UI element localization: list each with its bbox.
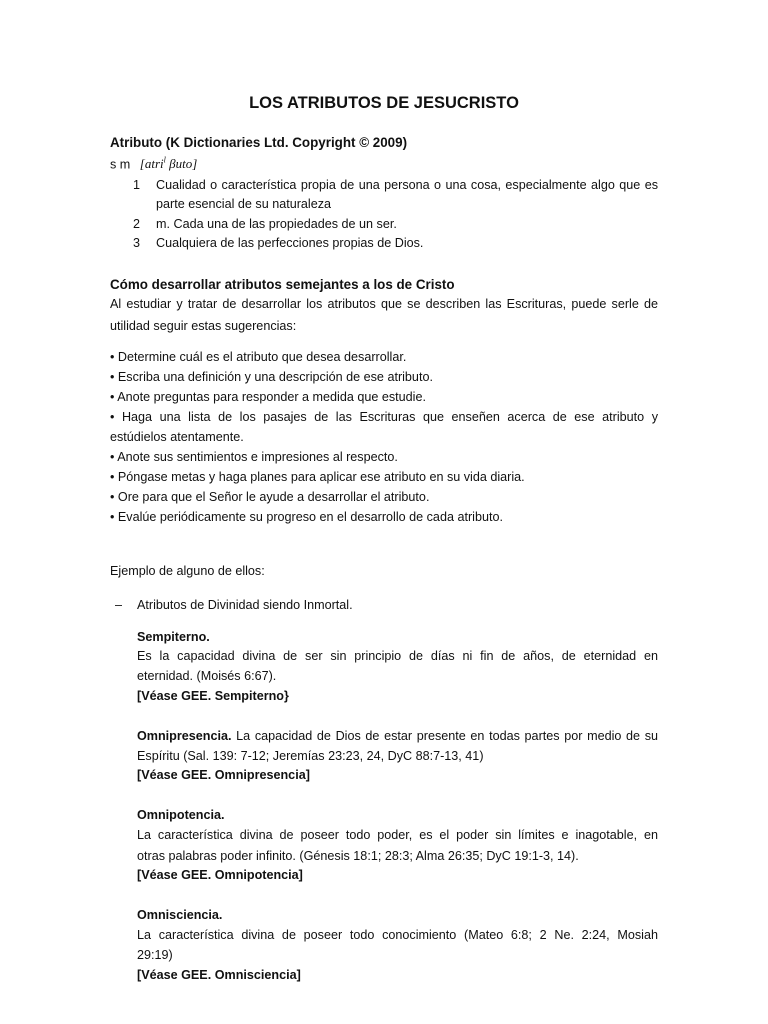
attribute-description-line: Espíritu (Sal. 139: 7-12; Jeremías 23:23, 24, DyC 88:7-13, 41) (137, 749, 484, 763)
attribute-name: Sempiterno. (137, 630, 210, 644)
attribute-description-line: La característica divina de poseer todo poder, es el poder sin límites e inagotable, en (137, 828, 658, 842)
attribute-reference: [Véase GEE. Sempiterno} (137, 689, 289, 703)
attribute-name: Omnipotencia. (137, 808, 225, 822)
grammar-label: s m (110, 157, 131, 172)
definition-grammar-line (110, 156, 197, 172)
attribute-description-line: La característica divina de poseer todo conocimiento (Mateo 6:8; 2 Ne. 2:24, Mosiah (137, 928, 658, 942)
attribute-reference: [Véase GEE. Omnipotencia] (137, 868, 303, 882)
develop-heading: Cómo desarrollar atributos semejantes a los de Cristo (110, 277, 455, 292)
suggestion-item: • Haga una lista de los pasajes de las Escrituras que enseñen acerca de ese atributo y (110, 410, 658, 424)
definition-text-line: Cualidad o característica propia de una persona o una cosa, especialmente algo que es (156, 178, 658, 192)
suggestion-item: • Escriba una definición y una descripción de ese atributo. (110, 370, 433, 384)
attribute-description-line: otras palabras poder infinito. (Génesis 18:1; 28:3; Alma 26:35; DyC 19:1-3, 14). (137, 849, 579, 863)
examples-group-title: Atributos de Divinidad siendo Inmortal. (137, 598, 353, 612)
suggestion-item: • Anote preguntas para responder a medida que estudie. (110, 390, 426, 404)
attribute-name: Omnisciencia. (137, 908, 223, 922)
dash-marker: – (115, 598, 123, 612)
develop-intro-line: utilidad seguir estas sugerencias: (110, 319, 297, 333)
definition-number: 1 (133, 178, 141, 192)
attribute-reference: [Véase GEE. Omnisciencia] (137, 968, 301, 982)
definition-text-line: parte esencial de su naturaleza (156, 197, 332, 211)
suggestion-item-continued: estúdielos atentamente. (110, 430, 244, 444)
definition-text-line: m. Cada una de las propiedades de un ser. (156, 217, 397, 231)
attribute-description-line: Es la capacidad divina de ser sin principio de días ni fin de años, de eternidad en (137, 649, 658, 663)
page-title: LOS ATRIBUTOS DE JESUCRISTO (249, 94, 519, 112)
suggestion-item: • Ore para que el Señor le ayude a desarrollar el atributo. (110, 490, 430, 504)
definition-heading: Atributo (K Dictionaries Ltd. Copyright © 2009) (110, 135, 408, 150)
attribute-description-line: 29:19) (137, 948, 173, 962)
pronunciation: [atri$^l$ βuto] (139, 156, 198, 172)
attribute-description-line: Omnipresencia. La capacidad de Dios de estar presente en todas partes por medio de su (137, 729, 659, 743)
attribute-description-line: eternidad. (Moisés 6:67). (137, 669, 277, 683)
examples-intro: Ejemplo de alguno de ellos: (110, 564, 265, 578)
definition-number: 2 (133, 217, 141, 231)
suggestion-item: • Anote sus sentimientos e impresiones al respecto. (110, 450, 398, 464)
definition-text-line: Cualquiera de las perfecciones propias de Dios. (156, 236, 424, 250)
develop-intro-line: Al estudiar y tratar de desarrollar los atributos que se describen las Escrituras, puede serle de (110, 297, 658, 311)
attribute-name: Omnipresencia. (137, 729, 232, 743)
suggestion-item: • Póngase metas y haga planes para aplicar ese atributo en su vida diaria. (110, 470, 525, 484)
suggestion-item: • Determine cuál es el atributo que desea desarrollar. (110, 350, 407, 364)
suggestion-item: • Evalúe periódicamente su progreso en el desarrollo de cada atributo. (110, 510, 503, 524)
attribute-reference: [Véase GEE. Omnipresencia] (137, 768, 310, 782)
definition-number: 3 (133, 236, 141, 250)
